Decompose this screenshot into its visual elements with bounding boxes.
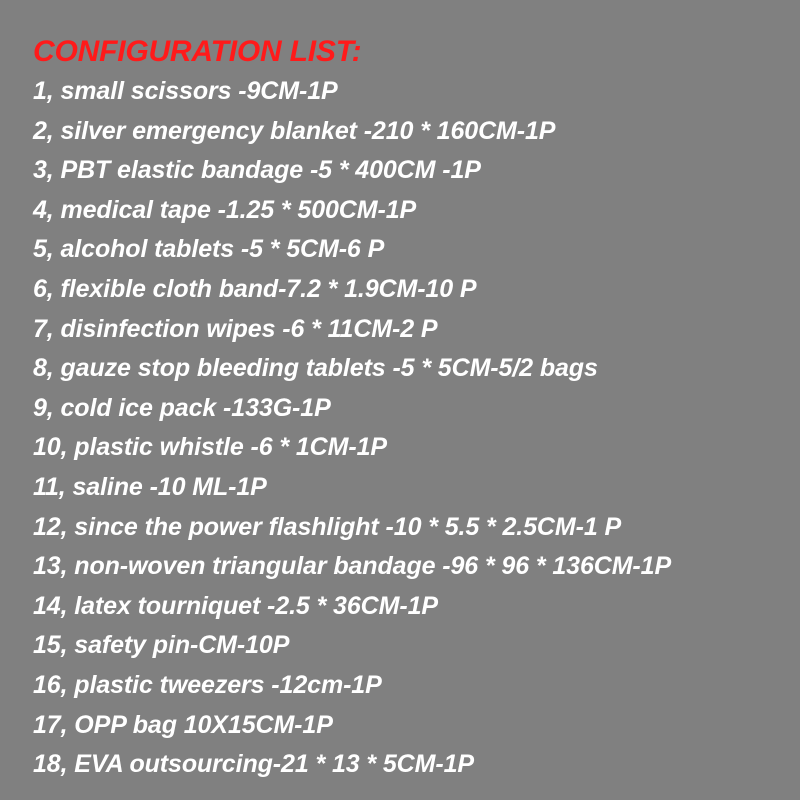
list-item: 7, disinfection wipes -6 * 11CM-2 P: [33, 314, 438, 343]
list-item: 1, small scissors -9CM-1P: [33, 77, 338, 105]
list-item: 15, safety pin-CM-10P: [33, 631, 290, 660]
list-item: 9, cold ice pack -133G-1P: [33, 393, 331, 422]
list-item: 10, plastic whistle -6 * 1CM-1P: [33, 433, 387, 462]
list-item: 12, since the power flashlight -10 * 5.5 * 2.5CM-1 P: [33, 512, 622, 541]
list-item: 11, saline -10 ML-1P: [33, 472, 267, 501]
list-item: 4, medical tape -1.25 * 500CM-1P: [33, 195, 417, 224]
list-item: 18, EVA outsourcing-21 * 13 * 5CM-1P: [33, 750, 474, 779]
list-item: 6, flexible cloth band-7.2 * 1.9CM-10 P: [33, 274, 477, 303]
list-item: 14, latex tourniquet -2.5 * 36CM-1P: [33, 591, 438, 620]
configuration-list: [33, 72, 671, 785]
list-item: 16, plastic tweezers -12cm-1P: [33, 670, 382, 699]
list-item: 17, OPP bag 10X15CM-1P: [33, 710, 333, 739]
list-item: 5, alcohol tablets -5 * 5CM-6 P: [33, 235, 385, 264]
list-item: 2, silver emergency blanket -210 * 160CM-1P: [33, 116, 556, 145]
list-item: 13, non-woven triangular bandage -96 * 96 * 136CM-1P: [33, 552, 672, 581]
page-title: CONFIGURATION LIST:: [33, 35, 362, 68]
list-item: 8, gauze stop bleeding tablets -5 * 5CM-5/2 bags: [33, 354, 598, 383]
list-item: 3, PBT elastic bandage -5 * 400CM -1P: [33, 156, 481, 185]
